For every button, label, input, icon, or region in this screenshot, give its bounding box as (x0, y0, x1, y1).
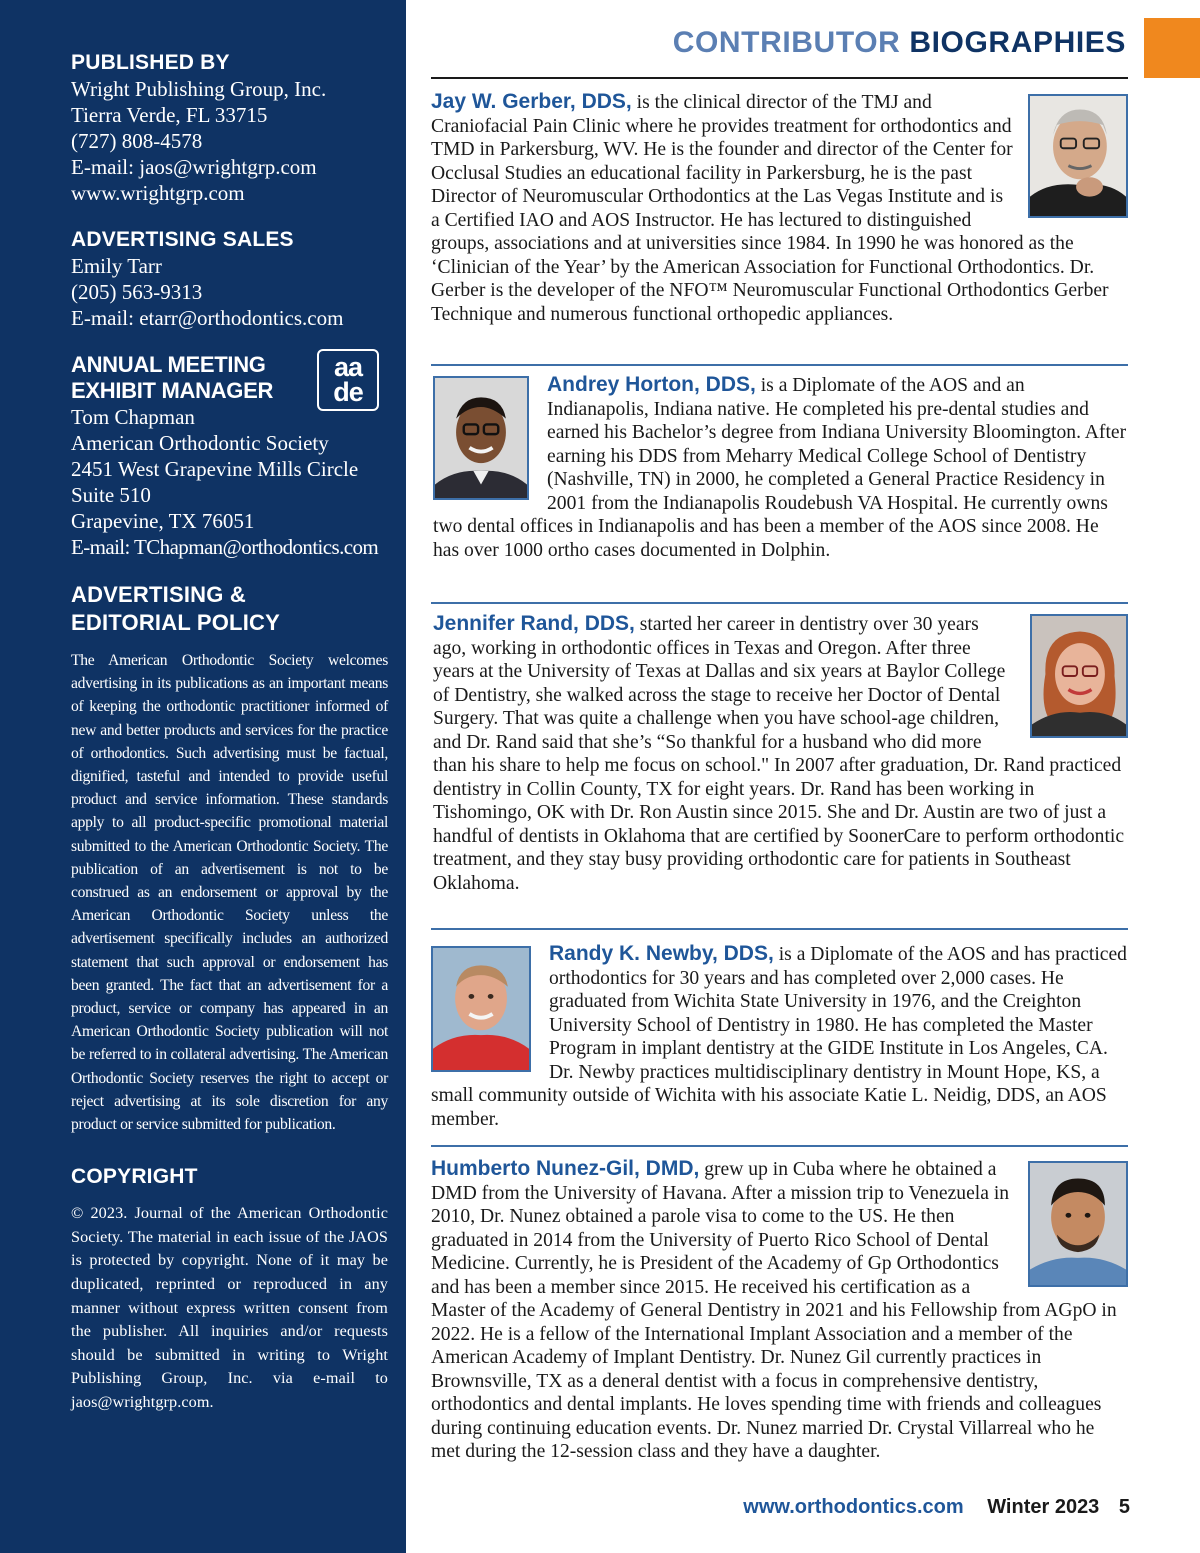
publisher-line: Wright Publishing Group, Inc. (71, 77, 327, 101)
annual-meeting-section (71, 352, 388, 560)
publisher-website[interactable]: www.wrightgrp.com (71, 181, 245, 205)
portrait-photo (431, 946, 531, 1072)
published-by-heading: PUBLISHED BY (71, 51, 230, 74)
publisher-email[interactable]: E-mail: jaos@wrightgrp.com (71, 155, 317, 179)
policy-section (71, 581, 388, 1136)
logo-text: aa (333, 352, 363, 382)
logo-text: de (333, 377, 363, 407)
bio-horton (433, 373, 1128, 562)
footer-issue: Winter 2023 (987, 1496, 1100, 1518)
bio-divider (431, 364, 1128, 366)
contributor-name: Humberto Nunez-Gil, DMD, (431, 1157, 700, 1180)
exhibit-email[interactable]: E-mail: TChapman@orthodontics.com (71, 535, 379, 559)
footer-website-link[interactable]: www.orthodontics.com (743, 1496, 964, 1518)
sales-line: Emily Tarr (71, 254, 162, 278)
bio-text: is the clinical director of the TMJ and Craniofacial Pain Clinic where he provides treatment for orthodontics and TMD in Parkersburg, WV. He is the founder and director of the Center for Occlusal Studies an educational facility in Parkersburg, he is the past Director of Neuromuscular Orthodontics at the Las Vegas Institute and is a Certified IAO and AOS Instructor. He has lectured to distinguished groups, associations and at universities since 1984. In 1990 he was honored as the ‘Clinician of the Year’ by the American Association for Functional Orthodontics. Dr. Gerber is the developer of the NFO™ Neuromuscular Functional Orthodontics Gerber Technique and numerous functional orthopedic appliances. (431, 92, 1109, 325)
page-title-part: CONTRIBUTOR (672, 26, 901, 59)
exhibit-line: American Orthodontic Society (71, 431, 329, 455)
portrait-photo (1030, 614, 1128, 738)
annual-meeting-heading-line: EXHIBIT MANAGER (71, 378, 274, 403)
bio-gerber (431, 90, 1128, 326)
bio-rand (433, 612, 1128, 895)
page-title (673, 26, 1126, 60)
page-footer (743, 1496, 1130, 1519)
sales-line: (205) 563-9313 (71, 280, 203, 304)
exhibit-line: 2451 West Grapevine Mills Circle (71, 457, 359, 481)
contributor-name: Jennifer Rand, DDS, (433, 612, 635, 635)
portrait-photo (433, 376, 529, 500)
bio-text: is a Diplomate of the AOS and has practiced orthodontics for 30 years and has completed over 2,000 cases. He graduated from Wichita State University in 1976, and the Creighton University School of Dentistry in 1980. He has completed the Master Program in implant dentistry at the GIDE Institute in Los Angeles, CA. Dr. Newby practices multidisciplinary dentistry in Mount Hope, KS, a small community outside of Wichita with his associate Katie L. Neidig, DDS, an AOS member. (431, 944, 1127, 1130)
policy-text: The American Orthodontic Society welcomes advertising in its publications as an important means of keeping the orthodontic practitioner informed of new and better products and services for the practice of orthodontics. Such advertising must be factual, dignified, tasteful and intended to provide useful product and service information. These standards apply to all product-specific promotional material submitted to the American Orthodontic Society. The publication of an advertisement is not to be construed as an endorsement or approval by the American Orthodontic Society unless the advertisement specifically includes an authorized statement that such approval or endorsement has been granted. The fact that an advertisement for a product, service or company has appeared in an American Orthodontic Society publication will not be referred to in collateral advertising. The American Orthodontic Society reserves the right to accept or reject advertising at its sole discretion for any product or service submitted for publication. (71, 652, 388, 1134)
contributor-name: Andrey Horton, DDS, (547, 373, 756, 396)
copyright-section (71, 1164, 388, 1414)
orange-tab-decoration (1144, 18, 1200, 78)
annual-meeting-heading-line: ANNUAL MEETING (71, 352, 266, 377)
exhibit-line: Tom Chapman (71, 405, 195, 429)
advertising-sales-heading: ADVERTISING SALES (71, 228, 294, 251)
bio-newby (431, 942, 1128, 1131)
published-by-section (71, 50, 388, 206)
exhibit-line: Grapevine, TX 76051 (71, 509, 255, 533)
sidebar (0, 0, 406, 1553)
publisher-line: (727) 808-4578 (71, 129, 203, 153)
copyright-text: © 2023. Journal of the American Orthodontic Society. The material in each issue of the JAOS is protected by copyright. None of it may be duplicated, reprinted or reproduced in any manner without express written consent from the publisher. All inquiries and/or requests should be submitted in writing to Wright Publishing Group, Inc. via e-mail to jaos@wrightgrp.com. (71, 1204, 388, 1412)
bio-text: started her career in dentistry over 30 years ago, working in orthodontic offices in Texas and Oregon. After three years at the University of Texas at Dallas and six years at Baylor College of Dentistry, she walked across the stage to receive her Doctor of Dental Surgery. That was quite a challenge when you have school-age children, and Dr. Rand said that she’s “So thankful for a husband who did more than his share to help me focus on school." In 2007 after graduation, Dr. Rand practiced dentistry in Collin County, TX for eight years. Dr. Rand has been working in Tishomingo, OK with Dr. Ron Austin since 2015. She and Dr. Austin are two of just a handful of dentists in Oklahoma that are certified by SoonerCare to perform orthodontic treatment, and they stay busy providing orthodontic care for patients in Southeast Oklahoma. (433, 614, 1125, 894)
copyright-heading: COPYRIGHT (71, 1165, 198, 1189)
page-number: 5 (1118, 1496, 1130, 1518)
policy-heading (71, 581, 388, 637)
bio-divider (431, 1145, 1128, 1147)
policy-heading-line: ADVERTISING & (71, 582, 246, 607)
bio-text: grew up in Cuba where he obtained a DMD from the University of Havana. After a mission trip to Venezuela in 2010, Dr. Nunez obtained a parole visa to come to the US. He then graduated in 2014 from the University of Puerto Rico School of Dental Medicine. Currently, he is President of the Academy of Gp Orthodontics and has been a member since 2015. He received his certification as a Master of the Academy of General Dentistry in 2021 and his Fellowship from AGpO in 2022. He is a fellow of the International Implant Association and a member of the American Academy of Implant Dentistry. Dr. Nunez Gil currently practices in Brownsville, TX as a deneral dentist with a focus in comprehensive dentistry, orthodontics and dental implants. He loves spending time with friends and colleagues during continuing education events. Dr. Nunez married Dr. Crystal Villarreal who he met during the 12-session class and they have a daughter. (431, 1159, 1117, 1462)
bio-divider (431, 602, 1128, 604)
advertising-sales-section (71, 227, 388, 331)
exhibit-line: Suite 510 (71, 483, 151, 507)
portrait-photo (1028, 94, 1128, 218)
contributor-name: Jay W. Gerber, DDS, (431, 90, 632, 113)
contributor-name: Randy K. Newby, DDS, (549, 942, 774, 965)
publisher-line: Tierra Verde, FL 33715 (71, 103, 268, 127)
policy-heading-line: EDITORIAL POLICY (71, 610, 280, 635)
header-rule (431, 77, 1128, 79)
aade-logo (317, 349, 379, 411)
bio-divider (431, 928, 1128, 930)
bio-nunez-gil (431, 1157, 1128, 1464)
page-title-part: BIOGRAPHIES (909, 26, 1126, 59)
portrait-photo (1028, 1161, 1128, 1287)
bio-text: is a Diplomate of the AOS and an Indianapolis, Indiana native. He completed his pre-dental studies and earned his Bachelor’s degree from Indiana University Bloomington. After earning his DDS from Meharry Medical College School of Dentistry (Nashville, TN) in 2000, he completed a General Practice Residency in 2001 from the Indianapolis Roudebush VA Hospital. He currently owns two dental offices in Indianapolis and has been a member of the AOS since 2008. He has over 1000 ortho cases documented in Dolphin. (433, 375, 1127, 561)
sales-email[interactable]: E-mail: etarr@orthodontics.com (71, 306, 344, 330)
